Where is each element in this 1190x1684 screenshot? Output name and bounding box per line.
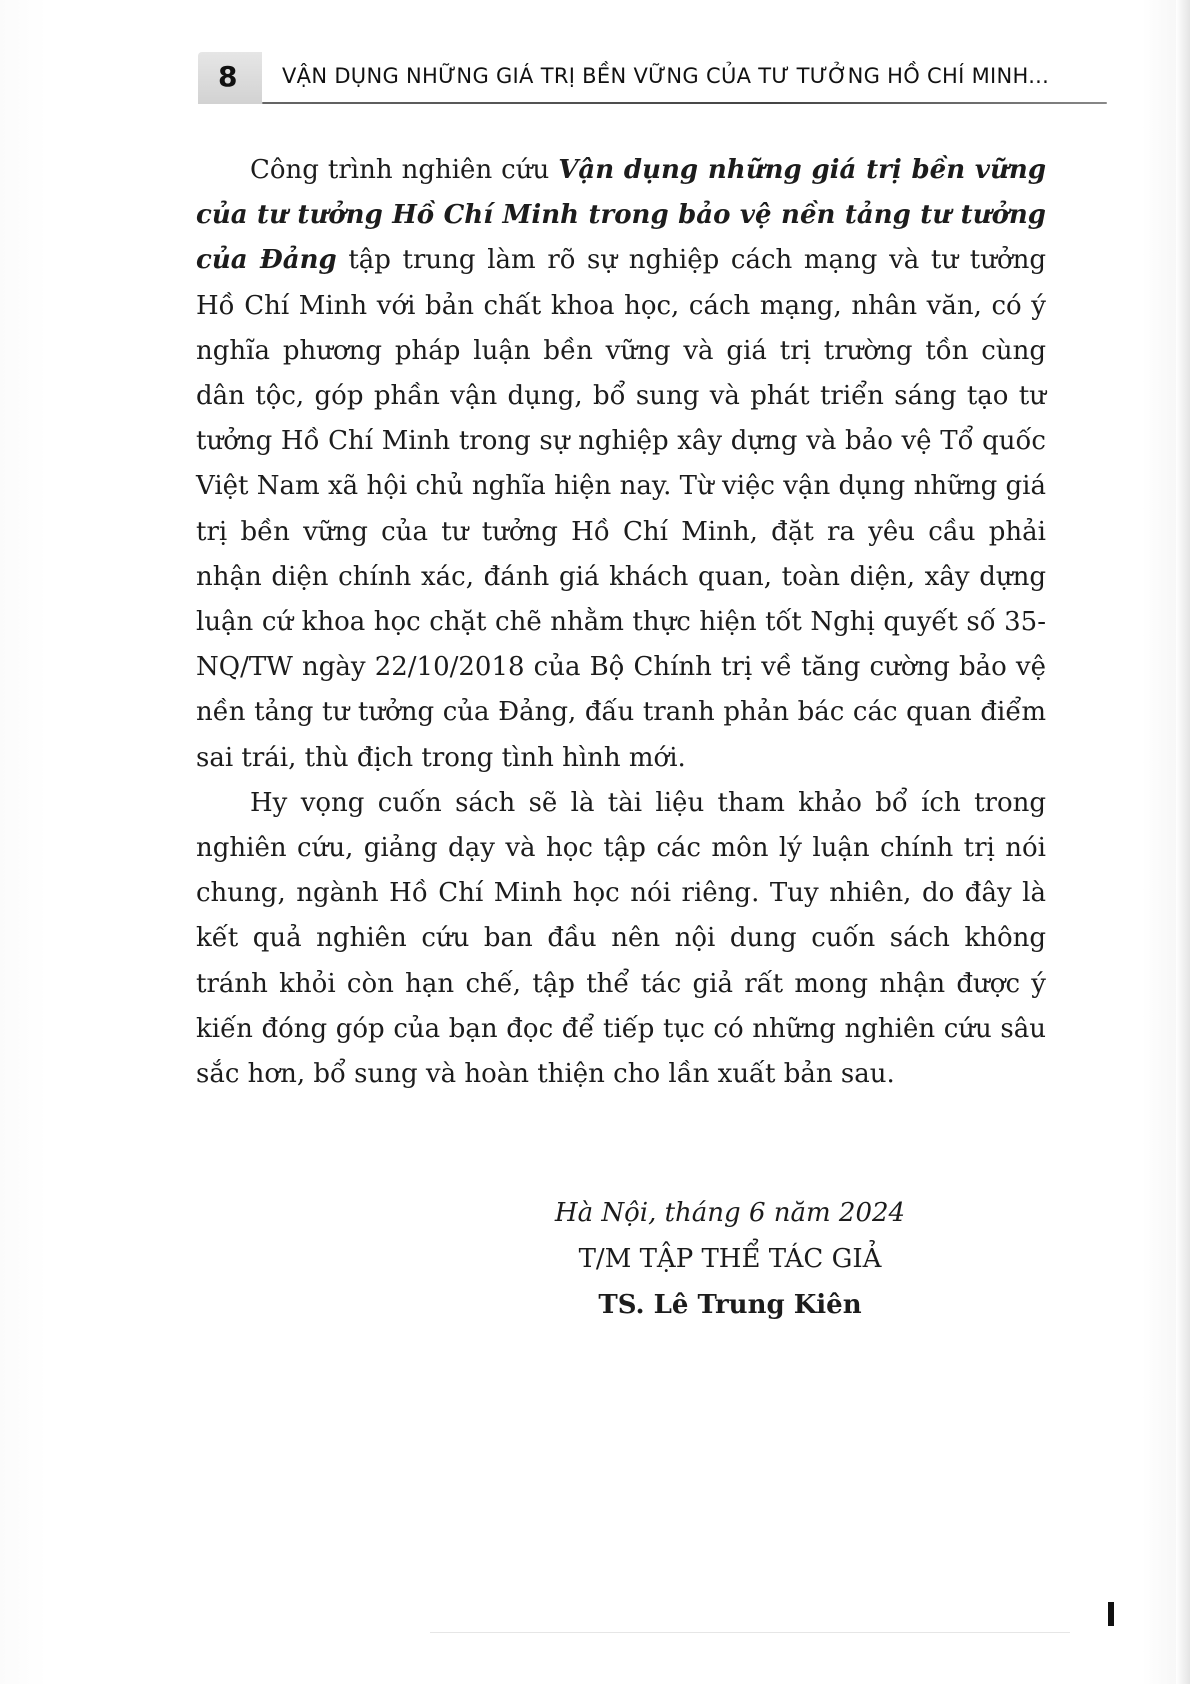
paragraph-closing: Hy vọng cuốn sách sẽ là tài liệu tham khảo bổ ích trong nghiên cứu, giảng dạy và học tập các môn lý luận chính trị nói chung, ngành Hồ Chí Minh học nói riêng. Tuy nhiên, do đây là kết quả nghiên cứu ban đầu nên nội dung cuốn sách không tránh khỏi còn hạn chế, tập thể tác giả rất mong nhận được ý kiến đóng góp của bạn đọc để tiếp tục có những nghiên cứu sâu sắc hơn, bổ sung và hoàn thiện cho lần xuất bản sau.	[196, 787, 1046, 1090]
header-rule	[262, 102, 1107, 104]
body-text	[196, 148, 1046, 1097]
page-number-tab	[198, 52, 262, 104]
author-name: TS. Lê Trung Kiên	[598, 1290, 862, 1320]
running-title: VẬN DỤNG NHỮNG GIÁ TRỊ BỀN VỮNG CỦA TƯ TƯỞNG HỒ CHÍ MINH...	[282, 64, 1050, 88]
page-number: 8	[218, 60, 238, 93]
page-edge-shadow	[1176, 0, 1190, 1684]
paragraph-intro-body: tập trung làm rõ sự nghiệp cách mạng và tư tưởng Hồ Chí Minh với bản chất khoa học, cách mạng, nhân văn, có ý nghĩa phương pháp luận bền vững và giá trị trường tồn cùng dân tộc, góp phần vận dụng, bổ sung và phát triển sáng tạo tư tưởng Hồ Chí Minh trong sự nghiệp xây dựng và bảo vệ Tổ quốc Việt Nam xã hội chủ nghĩa hiện nay. Từ việc vận dụng những giá trị bền vững của tư tưởng Hồ Chí Minh, đặt ra yêu cầu phải nhận diện chính xác, đánh giá khách quan, toàn diện, xây dựng luận cứ khoa học chặt chẽ nhằm thực hiện tốt Nghị quyết số 35-NQ/TW ngày 22/10/2018 của Bộ Chính trị về tăng cường bảo vệ nền tảng tư tưởng của Đảng, đấu tranh phản bác các quan điểm sai trái, thù địch trong tình hình mới.	[196, 245, 1046, 773]
place-date: Hà Nội, tháng 6 năm 2024	[554, 1198, 906, 1228]
on-behalf-line: T/M TẬP THỂ TÁC GIẢ	[578, 1244, 882, 1274]
paragraph-intro	[196, 148, 1046, 781]
paragraph-intro-lead: Công trình nghiên cứu	[250, 155, 559, 185]
page-edge-mark	[1108, 1602, 1114, 1626]
book-title: Vận dụng những giá trị bền vững của tư tưởng Hồ Chí Minh trong bảo vệ nền tảng tư tưởng của Đảng	[196, 155, 1047, 276]
signature-block	[520, 1190, 940, 1328]
page-header	[198, 52, 1098, 106]
scan-artifact-line	[430, 1632, 1070, 1633]
